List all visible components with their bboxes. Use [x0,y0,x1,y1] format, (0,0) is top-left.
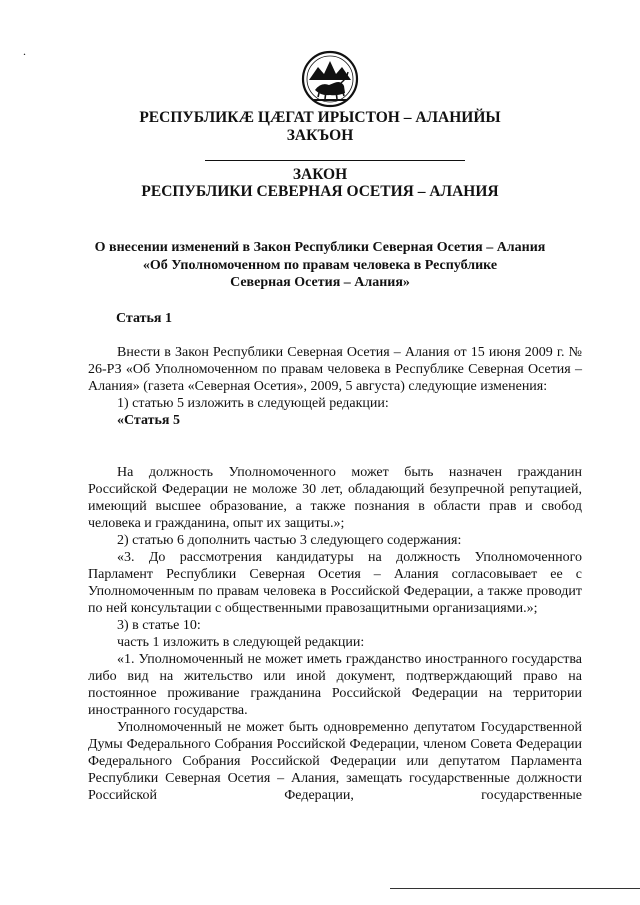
paragraph-part-1-intro: часть 1 изложить в следующей редакции: [117,635,365,650]
article-heading: Статья 1 [116,311,172,326]
paragraph-article-5-heading: «Статья 5 [117,413,180,428]
header-divider [205,160,465,161]
paragraph-item-3: 3) в статье 10: [117,618,201,633]
header-ossetian-law: ЗАКЪОН [286,127,354,144]
document-title-line-3: Северная Осетия – Алания» [230,275,410,290]
paragraph-part-3: «3. До рассмотрения кандидатуры на должность Уполномоченного Парламент Республики Северная Осетия – Алания согласовывает ее с Уполномоченным по правам человека в Российской Федерации, а также проводит по ней консультации с общественными правозащитными организациями.»; [88,550,582,616]
document-title-line-1: О внесении изменений в Закон Республики Северная Осетия – Алания [94,240,546,255]
coat-of-arms-emblem [301,50,359,108]
paragraph-item-1: 1) статью 5 изложить в следующей редакции: [117,396,389,411]
document-title-line-2: «Об Уполномоченном по правам человека в Республике [142,258,498,273]
document-body [88,344,582,429]
paragraph-part-1-text: «1. Уполномоченный не может иметь гражданство иностранного государства либо вид на жительство или иной документ, подтверждающий право на постоянное проживание гражданина Российской Федерации на территории иностранного государства. [88,652,582,718]
header-ossetian-republic: РЕСПУБЛИКÆ ЦÆГАТ ИРЫСТОН – АЛАНИЙЫ [139,109,501,126]
paragraph-incompatibility: Уполномоченный не может быть одновременно депутатом Государственной Думы Федерального Собрания Российской Федерации, членом Совета Федерации Федерального Собрания Российской Федерации или депутатом Парламента Республики Северная Осетия – Алания, замещать государственные должности Российской Федерации, государственные [88,720,582,803]
paragraph-article-5-text: На должность Уполномоченного может быть назначен гражданин Российской Федерации не моложе 30 лет, обладающий безупречной репутацией, имеющий высшее образование, а также познания в области прав и свобод человека и гражданина, опыт их защиты.»; [88,465,582,531]
header-law: ЗАКОН [292,166,348,183]
paragraph-item-2: 2) статью 6 дополнить частью 3 следующего содержания: [117,533,462,548]
document-body-continued [88,464,582,804]
header-republic: РЕСПУБЛИКИ СЕВЕРНАЯ ОСЕТИЯ – АЛАНИЯ [141,183,499,200]
footer-line [390,888,640,889]
paragraph-intro: Внести в Закон Республики Северная Осетия – Алания от 15 июня 2009 г. № 26-РЗ «Об Уполномоченном по правам человека в Республике Северная Осетия – Алания» (газета «Северная Осетия», 2009, 5 августа) следующие изменения: [88,345,582,394]
scan-mark: . [23,44,26,58]
